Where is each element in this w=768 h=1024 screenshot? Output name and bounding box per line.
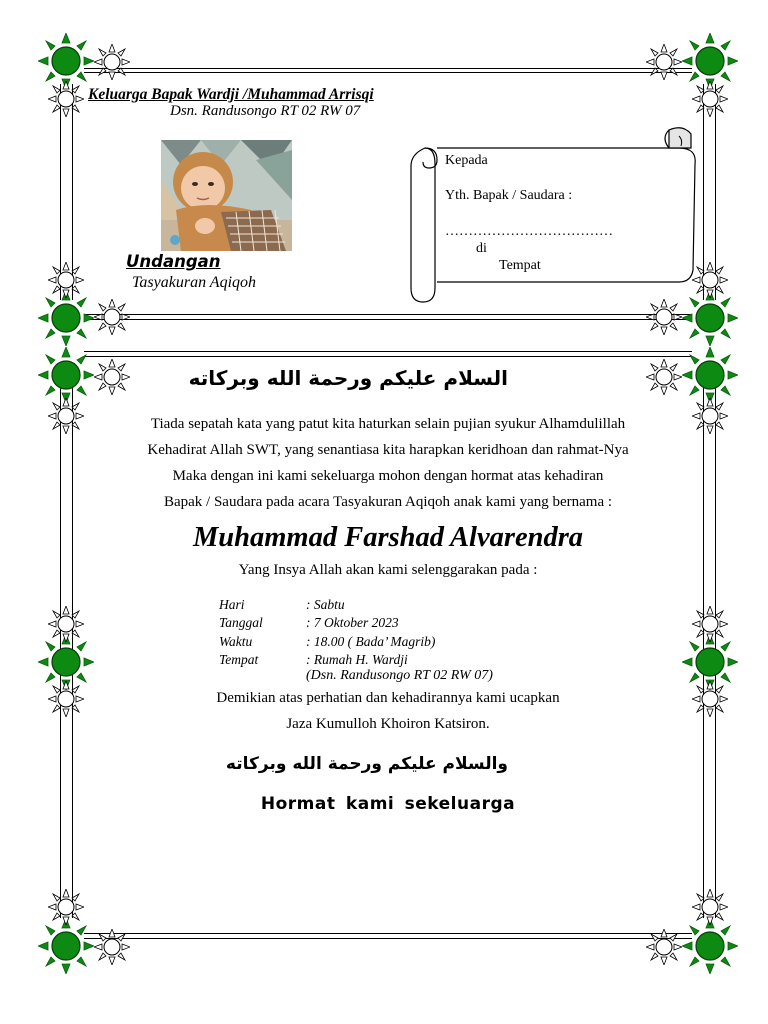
baby-photo [161,140,292,251]
white-star-ornament-icon [692,606,728,642]
closing-line-1: Demikian atas perhatian dan kehadirannya kami ucapkan [216,690,560,706]
white-star-ornament-icon [48,262,84,298]
white-star-ornament-icon [692,681,728,717]
child-name: Muhammad Farshad Alvarendra [192,522,584,553]
white-star-ornament-icon [48,398,84,434]
salam-calligraphy: السلام عليكم ورحمة الله وبركاته [188,366,508,390]
detail-label-tanggal: Tanggal [219,615,263,630]
white-star-ornament-icon [48,81,84,117]
green-star-ornament-icon [682,918,738,974]
white-star-ornament-icon [48,889,84,925]
white-star-ornament-icon [692,81,728,117]
green-star-ornament-icon [38,290,94,346]
body-line-3: Maka dengan ini kami sekeluarga mohon dengan hormat atas kehadiran [172,468,604,484]
green-star-ornament-icon [38,918,94,974]
white-star-ornament-icon [692,889,728,925]
white-star-ornament-icon [48,681,84,717]
green-star-ornament-icon [682,347,738,403]
closing-line-2: Jaza Kumulloh Khoiron Katsiron. [286,716,490,732]
family-address: Dsn. Randusongo RT 02 RW 07 [170,103,361,119]
white-star-ornament-icon [692,398,728,434]
detail-label-hari: Hari [219,597,245,612]
detail-value-tempat: : Rumah H. Wardji [306,652,408,667]
invitation-subtitle: Tasyakuran Aqiqoh [132,274,257,291]
signature: Hormat kami sekeluarga [260,794,516,814]
white-star-ornament-icon [94,44,130,80]
detail-venue-address: (Dsn. Randusongo RT 02 RW 07) [306,668,493,683]
body-line-1: Tiada sepatah kata yang patut kita haturkan selain pujian syukur Alhamdulillah [150,416,626,432]
white-star-ornament-icon [94,359,130,395]
white-star-ornament-icon [94,299,130,335]
white-star-ornament-icon [48,606,84,642]
detail-label-waktu: Waktu [219,634,253,649]
white-star-ornament-icon [692,262,728,298]
body-line-2: Kehadirat Allah SWT, yang senantiasa kita harapkan keridhoan dan rahmat-Nya [147,442,629,458]
detail-value-waktu: : 18.00 ( Bada’ Magrib) [306,634,436,649]
schedule-intro: Yang Insya Allah akan kami selenggarakan pada : [238,562,538,578]
body-line-4: Bapak / Saudara pada acara Tasyakuran Aqiqoh anak kami yang bernama : [163,494,613,510]
white-star-ornament-icon [94,929,130,965]
invitation-heading: Undangan [126,252,221,271]
white-star-ornament-icon [646,929,682,965]
address-kepada: Kepada [445,153,488,168]
white-star-ornament-icon [646,44,682,80]
detail-value-hari: : Sabtu [306,597,345,612]
detail-value-tanggal: : 7 Oktober 2023 [306,615,399,630]
address-di: di [476,241,487,256]
address-salutation: Yth. Bapak / Saudara : [445,188,573,203]
family-name: Keluarga Bapak Wardji /Muhammad Arrisqi [88,86,374,103]
white-star-ornament-icon [646,359,682,395]
detail-label-tempat: Tempat [219,652,259,667]
closing-salam-calligraphy: والسلام عليكم ورحمة الله وبركاته [225,754,508,774]
green-star-ornament-icon [38,347,94,403]
scroll-address-box [407,124,697,306]
address-tempat: Tempat [499,258,541,273]
address-blank-dots: ……………………………… [445,224,613,239]
